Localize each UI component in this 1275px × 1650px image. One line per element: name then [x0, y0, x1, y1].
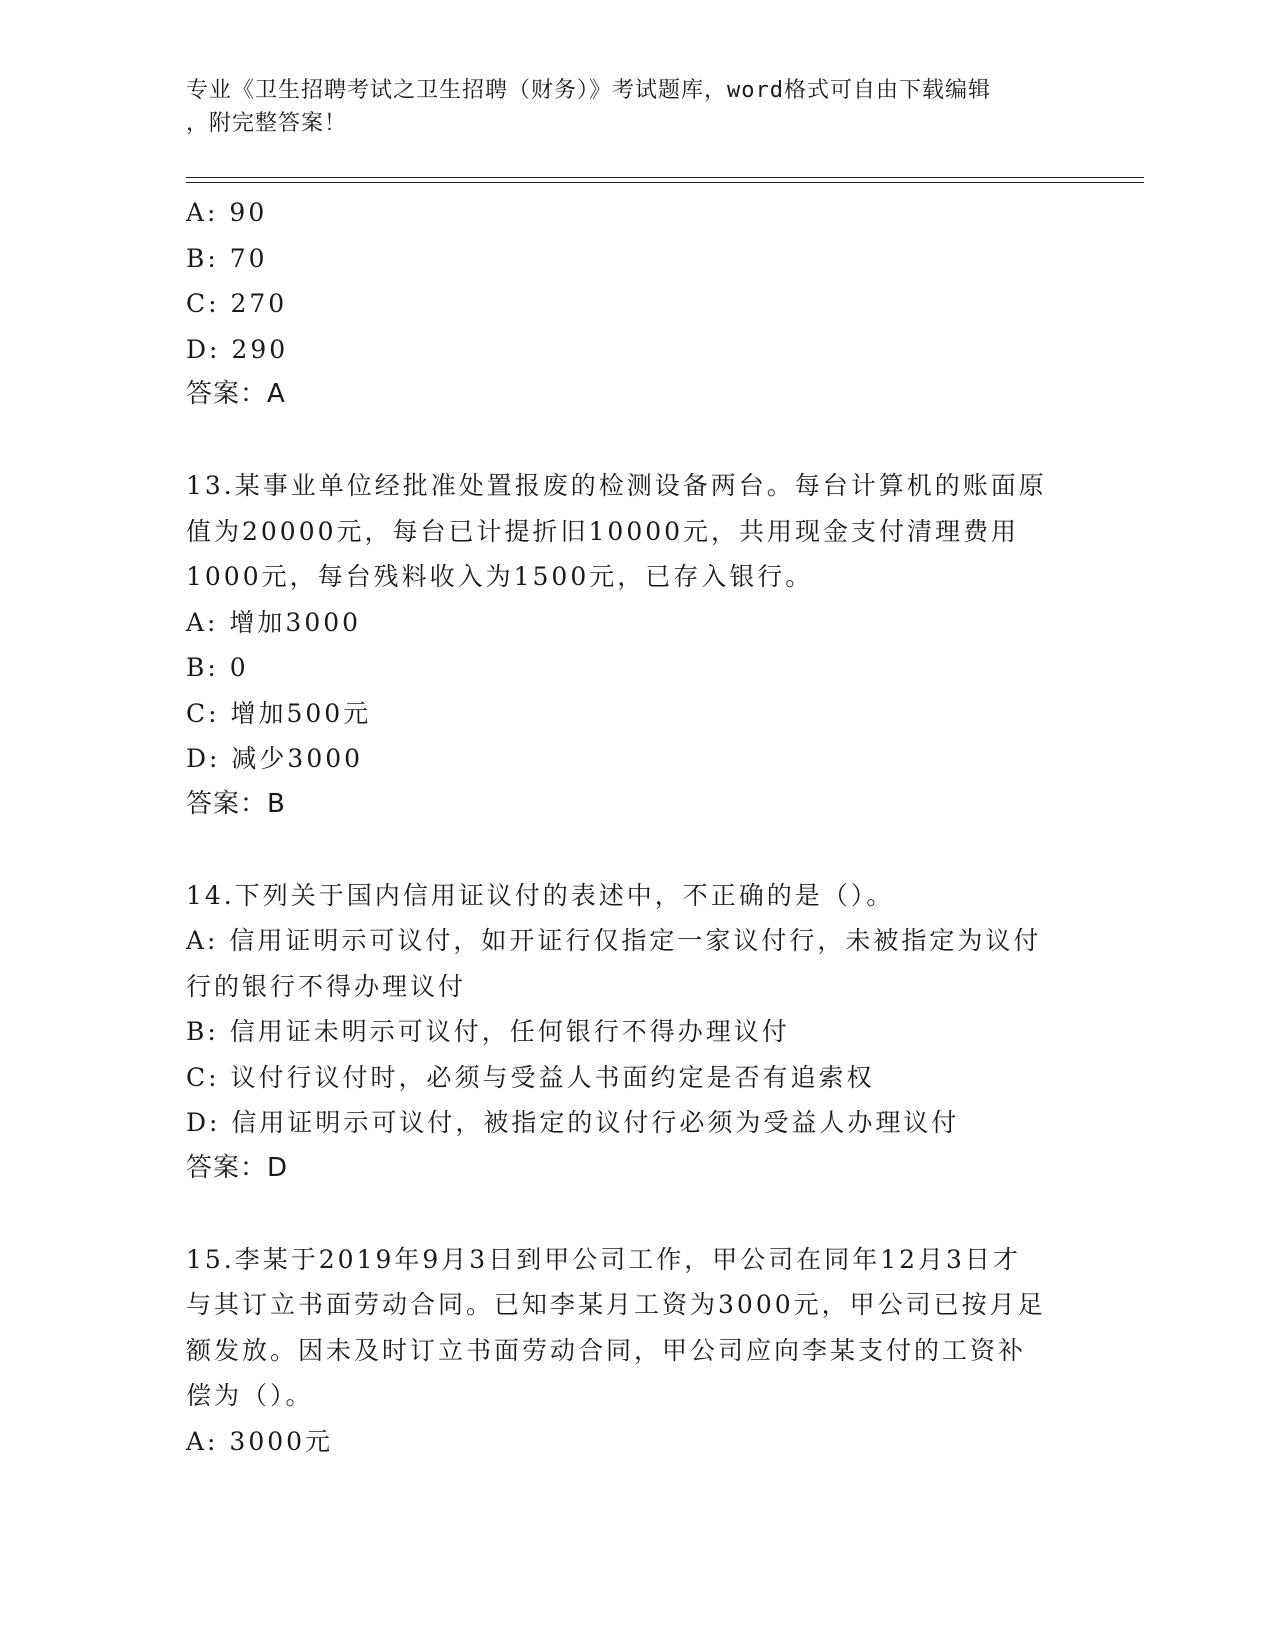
header-line-1: 专业《卫生招聘考试之卫生招聘（财务）》考试题库，word格式可自由下载编辑 [186, 78, 991, 103]
option-b: B: 70 [186, 243, 268, 273]
question-text-line: 值为20000元，每台已计提折旧10000元，共用现金支付清理费用 [186, 516, 1020, 546]
option-a: A: 信用证明示可议付，如开证行仅指定一家议付行，未被指定为议付 [186, 926, 1042, 955]
answer-line: 答案：A [186, 379, 286, 409]
header-divider-bottom [186, 182, 1144, 183]
question-block-13 [186, 463, 1086, 827]
question-text-line: 偿为（）。 [186, 1381, 314, 1410]
question-spacer [186, 418, 1086, 464]
document-header [186, 74, 1086, 140]
question-block-14 [186, 873, 1086, 1192]
question-block-15 [186, 1237, 1086, 1465]
question-spacer [186, 1191, 1086, 1237]
option-a-continued: 行的银行不得办理议付 [186, 971, 467, 1001]
question-list [186, 190, 1086, 1464]
question-text-line: 1000元，每台残料收入为1500元，已存入银行。 [186, 562, 814, 591]
option-a: A: 90 [186, 198, 268, 227]
option-c: C: 增加500元 [186, 698, 372, 728]
option-a: A: 增加3000 [186, 607, 362, 637]
answer-line: 答案：D [186, 1152, 289, 1183]
answer-line: 答案：B [186, 788, 286, 819]
question-text-line: 15.李某于2019年9月3日到甲公司工作，甲公司在同年12月3日才 [186, 1244, 1021, 1274]
header-line-2: ，附完整答案！ [186, 111, 348, 136]
question-spacer [186, 827, 1086, 873]
option-d: D: 信用证明示可议付，被指定的议付行必须为受益人办理议付 [186, 1108, 960, 1137]
header-divider-top [186, 177, 1144, 178]
option-a: A: 3000元 [186, 1426, 334, 1456]
question-block-12 [186, 190, 1086, 418]
option-c: C: 270 [186, 289, 288, 318]
option-d: D: 290 [186, 334, 289, 364]
question-text-line: 13.某事业单位经批准处置报废的检测设备两台。每台计算机的账面原 [186, 471, 1047, 500]
question-text-line: 额发放。因未及时订立书面劳动合同，甲公司应向李某支付的工资补 [186, 1335, 1027, 1365]
option-d: D: 减少3000 [186, 744, 364, 773]
question-text-line: 与其订立书面劳动合同。已知李某月工资为3000元，甲公司已按月足 [186, 1290, 1046, 1319]
question-text-line: 14.下列关于国内信用证议付的表述中，不正确的是（）。 [186, 880, 895, 910]
option-b: B: 信用证未明示可议付，任何银行不得办理议付 [186, 1017, 790, 1046]
option-c: C: 议付行议付时，必须与受益人书面约定是否有追索权 [186, 1062, 875, 1092]
option-b: B: 0 [186, 653, 249, 682]
